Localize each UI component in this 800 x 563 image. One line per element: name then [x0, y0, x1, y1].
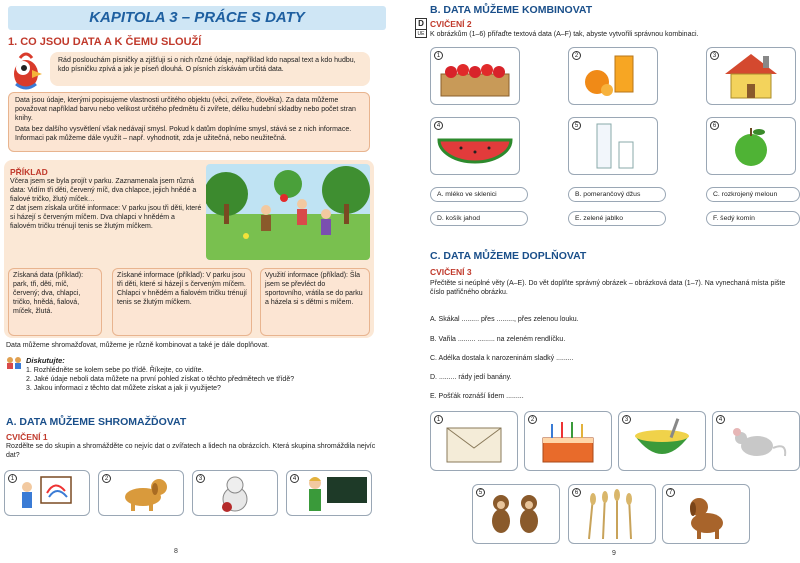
image-number: 5	[476, 488, 485, 497]
image-number: 7	[666, 488, 675, 497]
exercise-2-image-5	[568, 117, 658, 175]
exercise-3-image-2	[524, 411, 612, 471]
gained-information-text: Získané informace (příklad): V parku jsou tři děti, které si házejí s červeným míčem. Chlapci v hnědém a fialovém tričku trénují tenis se žlutým míčkem.	[117, 272, 247, 306]
discuss-item: 2. Jaké údaje neboli data můžete na první pohled získat o těchto předmětech ve třídě?	[26, 375, 295, 383]
dog-icon	[99, 471, 183, 515]
option-b: B. pomerančový džus	[568, 187, 666, 202]
discussion-icon	[6, 356, 22, 370]
milk-glass-icon	[569, 118, 657, 174]
park-illustration	[206, 164, 370, 260]
sentence-c: C. Adélka dostala k narozeninám sladký .........	[430, 355, 574, 362]
page-number-right: 9	[612, 550, 616, 557]
option-a: A. mléko ve sklenici	[430, 187, 528, 202]
discuss-item: 3. Jakou informaci z těchto dat můžete získat a jak ji využijete?	[26, 384, 221, 392]
exercise-1-image-1	[4, 470, 90, 516]
exercise-3-image-6	[568, 484, 656, 544]
cat-icon	[193, 471, 277, 515]
definition-paragraph-2: Data bez dalšího vysvětlení však nedávají smysl. Pokud k datům doplníme smysl, stává se z nich informace. Informaci pak můžeme dále využít – např. vyhodnotit, zda je užitečná, nebo neužitečná.	[15, 125, 352, 142]
image-number: 1	[434, 415, 443, 424]
porridge-pot-icon	[619, 412, 705, 470]
exercise-2-image-3	[706, 47, 796, 105]
example-heading: PŘÍKLAD	[10, 167, 48, 177]
image-number: 2	[572, 51, 581, 60]
chapter-title: KAPITOLA 3 – PRÁCE S DATY	[89, 9, 305, 26]
image-number: 1	[434, 51, 443, 60]
exercise-2-image-1	[430, 47, 520, 105]
after-boxes-text: Data můžeme shromažďovat, můžeme je různě kombinovat a také je dále doplňovat.	[6, 342, 270, 349]
strawberry-basket-icon	[431, 48, 519, 104]
puppy-icon	[663, 485, 749, 543]
discuss-item: 1. Rozhlédněte se kolem sebe po třídě. Říkejte, co vidíte.	[26, 367, 204, 374]
sentence-b: B. Vařila ......... ......... na zeleném rendlíčku.	[430, 336, 566, 343]
collected-data-text: Získaná data (příklad): park, tři, děti, míč, červený; dva, chlapci, tričko, hnědá, fialová, míček, žlutá.	[13, 272, 84, 315]
image-number: 4	[716, 415, 725, 424]
exercise-1-heading: CVIČENÍ 1	[6, 432, 48, 442]
exercise-2-image-2	[568, 47, 658, 105]
image-number: 2	[102, 474, 111, 483]
information-use-box	[260, 268, 370, 336]
orange-juice-icon	[569, 48, 657, 104]
envelope-icon	[431, 412, 517, 470]
example-paragraph-1: Včera jsem se byla projít v parku. Zaznamenala jsem různá data: Vidím tři děti, červený míč, dva chlapce, jejich hnědé a fialové tričko, žlutý míček…	[10, 178, 197, 203]
wheat-icon	[569, 485, 655, 543]
monkeys-icon	[473, 485, 559, 543]
collected-data-box	[8, 268, 102, 336]
painter-icon	[5, 471, 89, 515]
right-page	[400, 0, 800, 563]
image-number: 6	[710, 121, 719, 130]
teacher-icon	[287, 471, 371, 515]
sentence-a: A. Skákal ......... přes ........., přes zelenou louku.	[430, 316, 579, 323]
house-icon	[707, 48, 795, 104]
green-apple-icon	[707, 118, 795, 174]
exercise-1-image-2	[98, 470, 184, 516]
badge-label: UE	[417, 31, 425, 37]
mouse-icon	[713, 412, 799, 470]
exercise-3-image-3	[618, 411, 706, 471]
example-paragraph-2: Z dat jsem získala určité informace: V parku jsou tři děti, které si házejí s červeným míčem. Dva chlapci v hnědém a fialovém tričku trénují tenis se žlutým míčkem.	[10, 204, 202, 230]
image-number: 4	[290, 474, 299, 483]
option-c: C. rozkrojený meloun	[706, 187, 800, 202]
image-number: 1	[8, 474, 17, 483]
discuss-heading: Diskutujte:	[26, 356, 65, 365]
definition-paragraph-1: Data jsou údaje, kterými popisujeme vlastnosti určitého objektu (věci, zvířete, člověka). Za data můžeme považovat například barvu nebo velikost určitého předmětu či zvířete, délku hudební skladby nebo počet stran knihy.	[15, 97, 356, 122]
information-use-text: Využití informace (příklad): Šla jsem se převléct do sportovního, vrátila se do parku a házela si s dětmi s míčem.	[265, 272, 363, 306]
watermelon-icon	[431, 118, 519, 174]
image-number: 3	[622, 415, 631, 424]
gained-information-box	[112, 268, 252, 336]
image-number: 2	[528, 415, 537, 424]
parrot-mascot-icon	[6, 50, 46, 90]
exercise-3-text: Přečtěte si neúplné věty (A–E). Do vět doplňte správný obrázek – obrázková data (1–7). Na vynechaná místa pište číslo patřičného obrázku.	[430, 280, 786, 296]
option-d: D. košík jahod	[430, 211, 528, 226]
intro-bubble	[50, 52, 370, 86]
section-b-heading: B. DATA MŮŽEME KOMBINOVAT	[430, 4, 593, 16]
example-text	[10, 178, 202, 232]
exercise-3-image-1	[430, 411, 518, 471]
exercise-2-image-4	[430, 117, 520, 175]
discuss-list	[26, 367, 386, 394]
image-number: 3	[196, 474, 205, 483]
section-a-heading: A. DATA MŮŽEME SHROMAŽĎOVAT	[6, 416, 187, 428]
birthday-cake-icon	[525, 412, 611, 470]
chapter-title-bar	[8, 6, 386, 30]
difficulty-badge	[415, 18, 427, 38]
exercise-2-text: K obrázkům (1–6) přiřaďte textová data (A–F) tak, abyste vytvořili správnou kombinaci.	[430, 31, 699, 38]
section-c-heading: C. DATA MŮŽEME DOPLŇOVAT	[430, 250, 587, 262]
exercise-3-image-4	[712, 411, 800, 471]
option-f: F. šedý komín	[706, 211, 800, 226]
exercise-2-image-6	[706, 117, 796, 175]
section-1-heading: 1. CO JSOU DATA A K ČEMU SLOUŽÍ	[8, 36, 202, 48]
exercise-3-heading: CVIČENÍ 3	[430, 267, 472, 277]
definition-box	[8, 92, 370, 152]
exercise-3-image-7	[662, 484, 750, 544]
image-number: 5	[572, 121, 581, 130]
exercise-1-image-4	[286, 470, 372, 516]
exercise-1-text: Rozdělte se do skupin a shromážděte co nejvíc dat o zvířatech a lidech na obrázcích. Která skupina shromáždila nejvíc dat?	[6, 443, 376, 459]
image-number: 4	[434, 121, 443, 130]
sentence-e: E. Pošťák roznáší lidem .........	[430, 393, 524, 400]
exercise-1-image-3	[192, 470, 278, 516]
exercise-2-heading: CVIČENÍ 2	[430, 19, 472, 29]
image-number: 6	[572, 488, 581, 497]
intro-text: Rád poslouchám písničky a zjišťuji si o nich různé údaje, například kdo napsal text a kdo hudbu, kdo písničku zpívá a jak je píseň dlouhá. O písních získávám určitá data.	[58, 57, 356, 73]
sentence-d: D. ......... rády jedí banány.	[430, 374, 512, 381]
option-e: E. zelené jablko	[568, 211, 666, 226]
image-number: 3	[710, 51, 719, 60]
page-number-left: 8	[174, 548, 178, 555]
badge-letter: D	[418, 19, 424, 28]
exercise-3-image-5	[472, 484, 560, 544]
